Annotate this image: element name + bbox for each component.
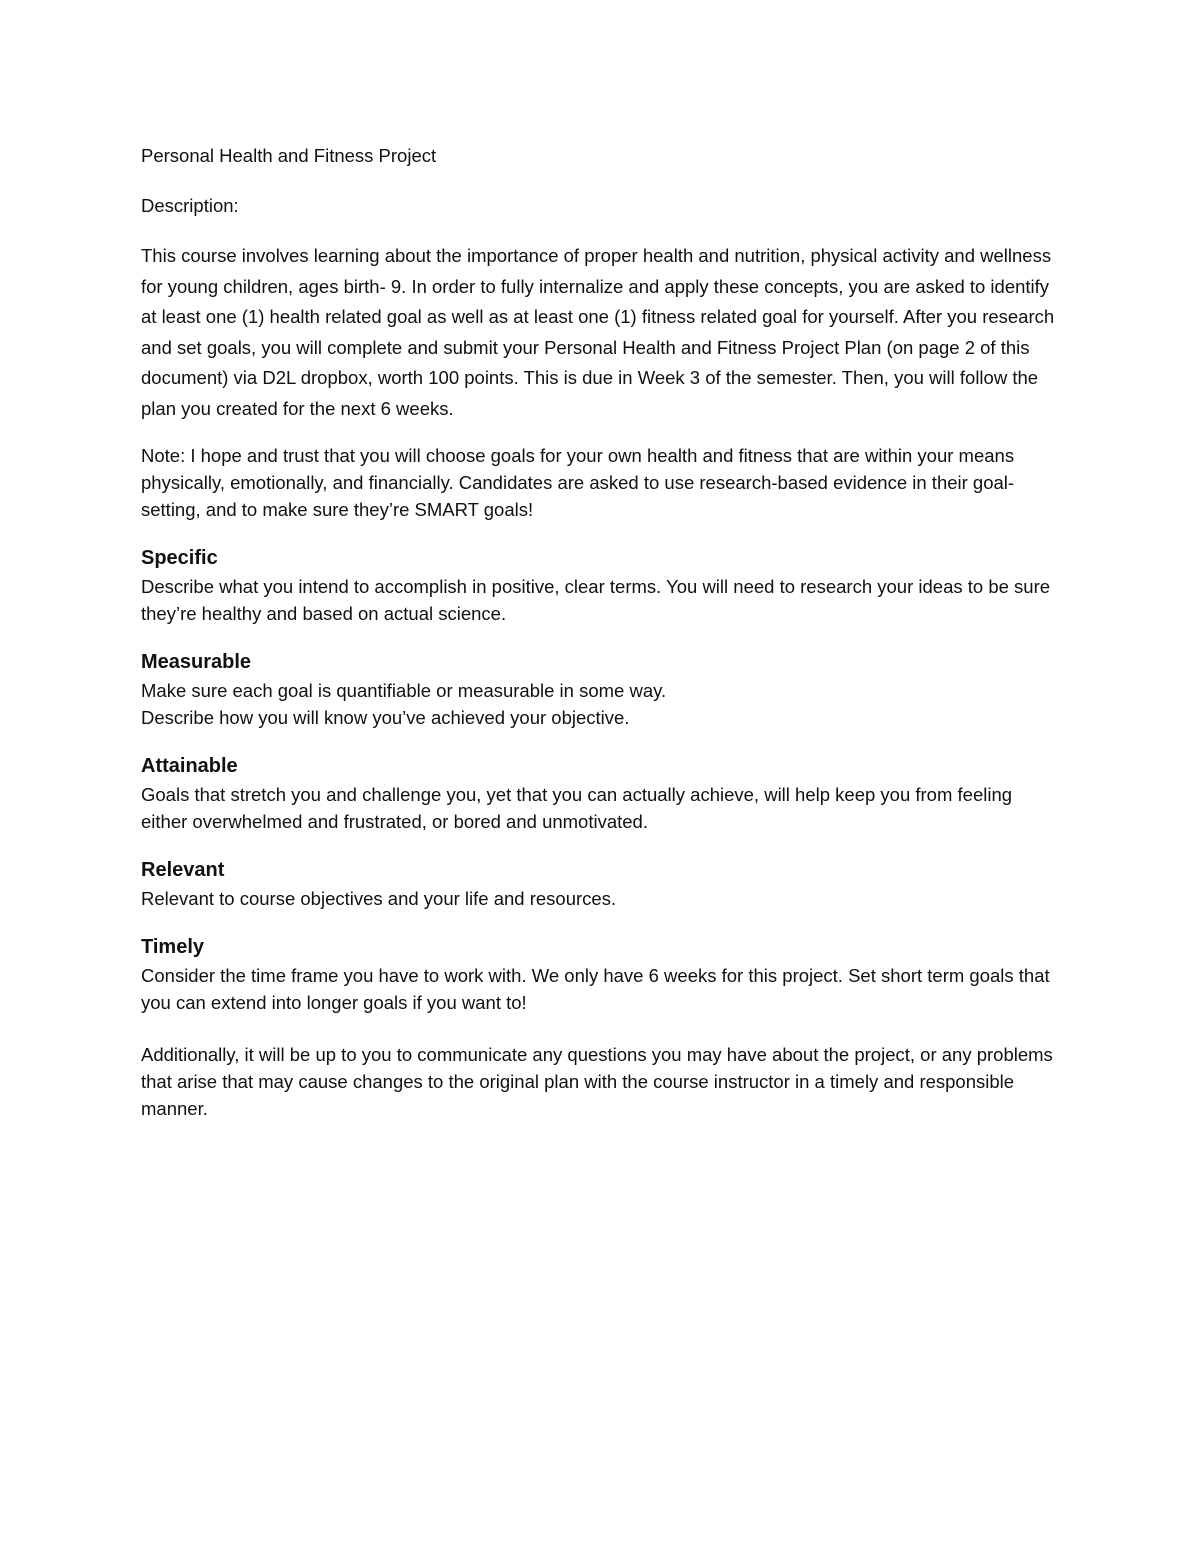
smart-heading-measurable: Measurable: [141, 651, 252, 673]
smart-item-attainable: [141, 751, 1061, 835]
smart-goals-section: [141, 543, 1061, 1016]
smart-text-measurable-line-2: Describe how you will know you’ve achieved your objective.: [141, 707, 630, 728]
note-paragraph: Note: I hope and trust that you will choose goals for your own health and fitness that are within your means physically, emotionally, and financially. Candidates are asked to use research-based evidence in their goal-setting, and to make sure they’re SMART goals!: [141, 445, 1015, 520]
intro-paragraph: This course involves learning about the importance of proper health and nutrition, physical activity and wellness for young children, ages birth- 9. In order to fully internalize and apply these concepts, you are asked to identify at least one (1) health related goal as well as at least one (1) fitness related goal for yourself. After you research and set goals, you will complete and submit your Personal Health and Fitness Project Plan (on page 2 of this document) via D2L dropbox, worth 100 points. This is due in Week 3 of the semester. Then, you will follow the plan you created for the next 6 weeks.: [141, 245, 1055, 419]
description-label: Description:: [141, 195, 239, 216]
smart-text-timely: Consider the time frame you have to work with. We only have 6 weeks for this project. Set short term goals that you can extend into longer goals if you want to!: [141, 965, 1050, 1013]
smart-text-measurable-line-1: Make sure each goal is quantifiable or measurable in some way.: [141, 680, 667, 701]
smart-heading-attainable: Attainable: [141, 755, 238, 777]
smart-heading-relevant: Relevant: [141, 859, 225, 881]
document-body: [141, 141, 1061, 1122]
smart-item-timely: [141, 932, 1061, 1016]
smart-text-attainable: Goals that stretch you and challenge you, yet that you can actually achieve, will help keep you from feeling either overwhelmed and frustrated, or bored and unmotivated.: [141, 784, 1013, 832]
smart-text-specific: Describe what you intend to accomplish in positive, clear terms. You will need to research your ideas to be sure they’re healthy and based on actual science.: [141, 576, 1051, 624]
document-title: Personal Health and Fitness Project: [141, 145, 437, 166]
smart-heading-specific: Specific: [141, 547, 218, 569]
smart-item-relevant: [141, 855, 1061, 912]
closing-paragraph: Additionally, it will be up to you to communicate any questions you may have about the project, or any problems that arise that may cause changes to the original plan with the course instructor in a timely and responsible manner.: [141, 1044, 1053, 1119]
smart-heading-timely: Timely: [141, 936, 204, 958]
smart-item-specific: [141, 543, 1061, 627]
smart-text-relevant: Relevant to course objectives and your life and resources.: [141, 888, 617, 909]
smart-item-measurable: [141, 647, 1061, 731]
